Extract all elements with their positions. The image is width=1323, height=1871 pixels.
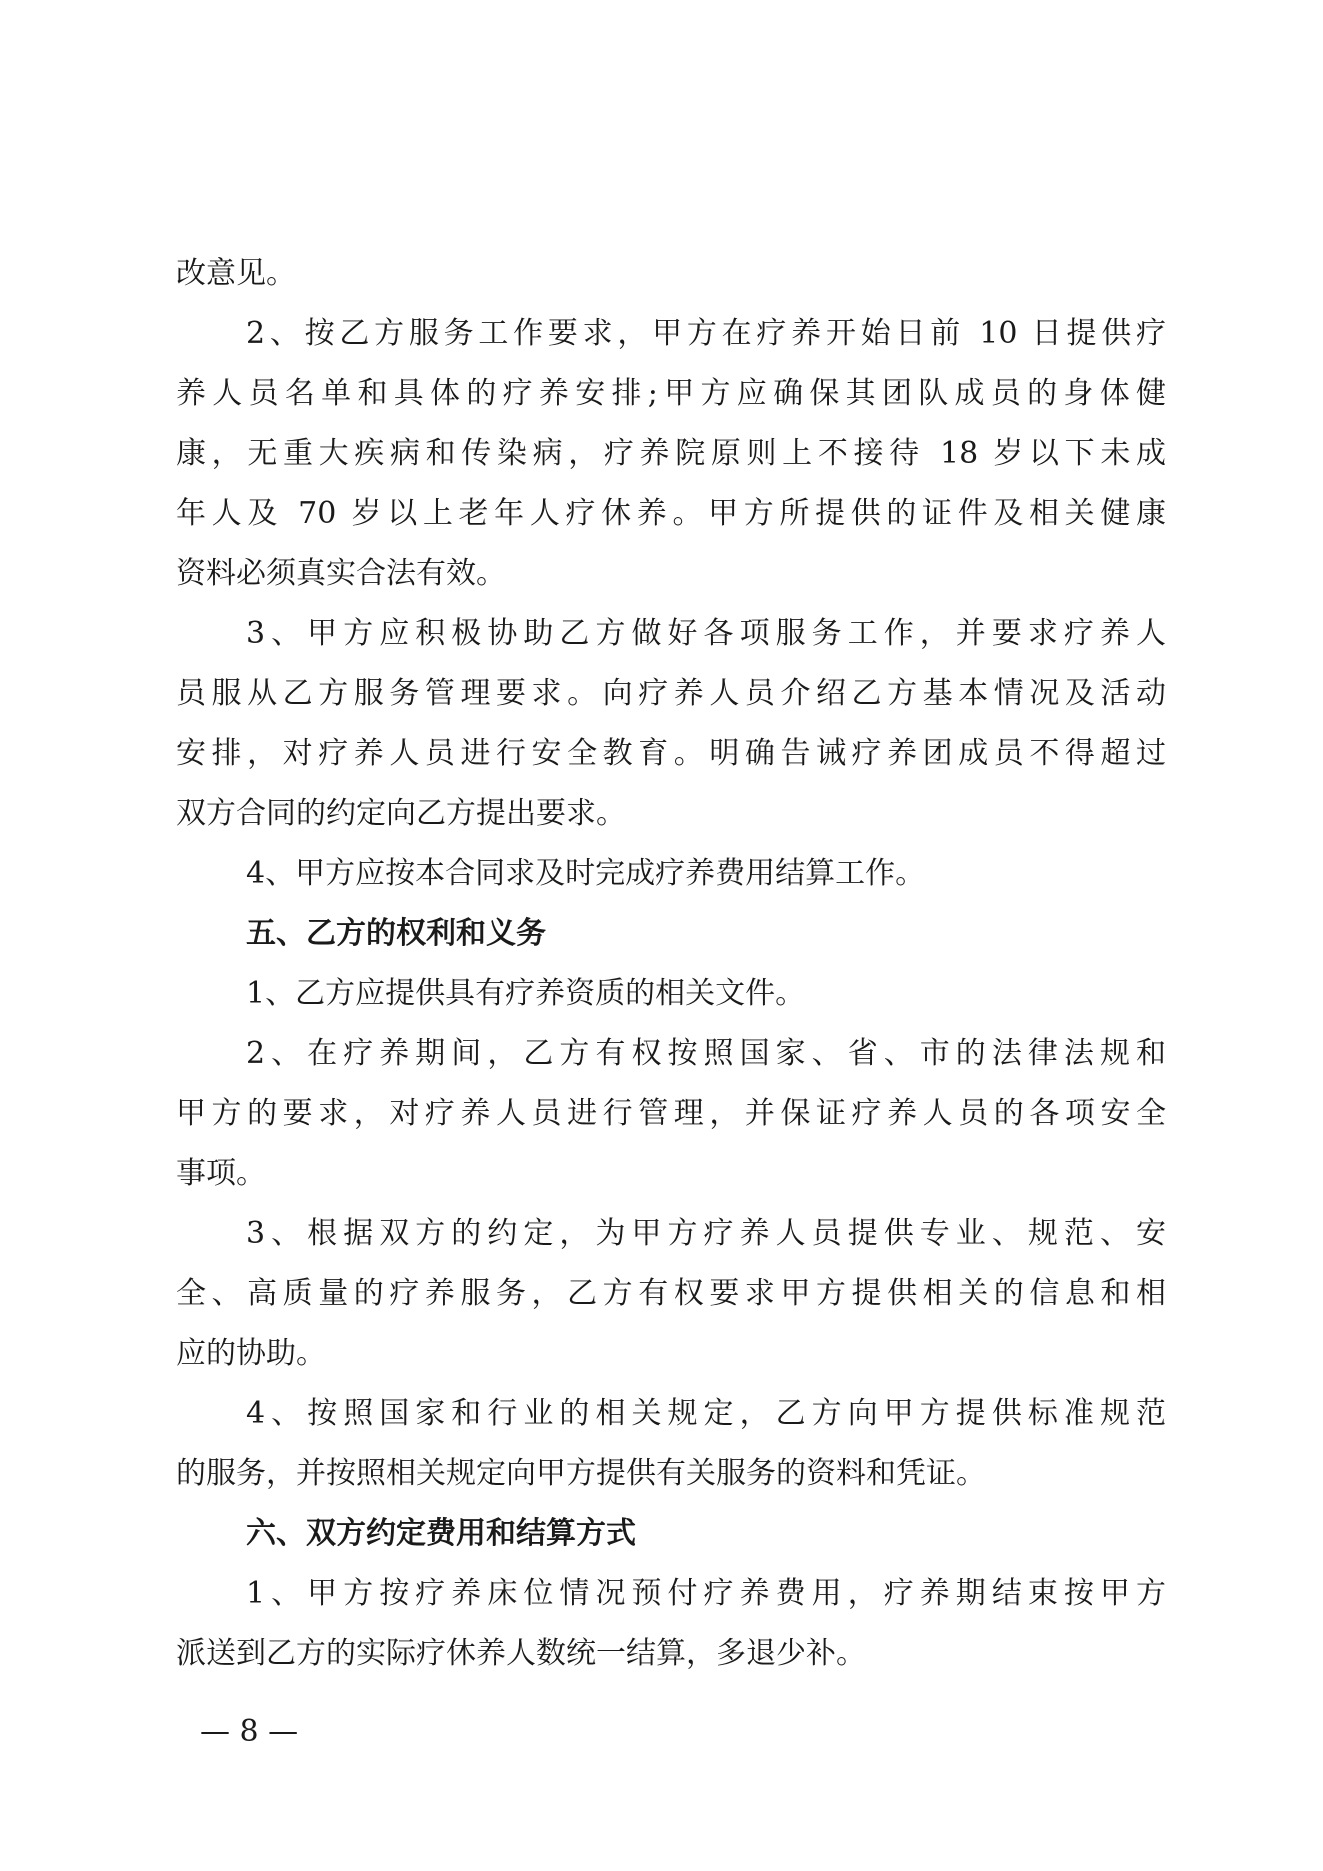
text-line: 全、高质量的疗养服务，乙方有权要求甲方提供相关的信息和相: [176, 1276, 1166, 1311]
page-number: — 8 —: [200, 1714, 299, 1749]
text-line: 应的协助。: [176, 1336, 326, 1371]
text-line: 养人员名单和具体的疗养安排;甲方应确保其团队成员的身体健: [176, 376, 1166, 411]
text-line: 安排，对疗养人员进行安全教育。明确告诫疗养团成员不得超过: [176, 736, 1166, 771]
text-line: 事项。: [176, 1156, 266, 1191]
text-line: 3、甲方应积极协助乙方做好各项服务工作，并要求疗养人: [246, 616, 1166, 651]
text-line: 改意见。: [176, 256, 296, 291]
text-line: 3、根据双方的约定，为甲方疗养人员提供专业、规范、安: [246, 1216, 1166, 1251]
text-line: 双方合同的约定向乙方提出要求。: [176, 796, 626, 831]
text-line: 康，无重大疾病和传染病，疗养院原则上不接待 18 岁以下未成: [176, 436, 1166, 471]
text-line: 甲方的要求，对疗养人员进行管理，并保证疗养人员的各项安全: [176, 1096, 1166, 1131]
section-heading: 六、双方约定费用和结算方式: [246, 1516, 636, 1551]
text-line: 员服从乙方服务管理要求。向疗养人员介绍乙方基本情况及活动: [176, 676, 1166, 711]
text-line: 1、甲方按疗养床位情况预付疗养费用，疗养期结束按甲方: [246, 1576, 1166, 1611]
section-heading: 五、乙方的权利和义务: [246, 916, 546, 951]
text-line: 资料必须真实合法有效。: [176, 556, 506, 591]
text-line: 4、甲方应按本合同求及时完成疗养费用结算工作。: [246, 856, 926, 891]
text-line: 4、按照国家和行业的相关规定，乙方向甲方提供标准规范: [246, 1396, 1166, 1431]
text-line: 2、在疗养期间，乙方有权按照国家、省、市的法律法规和: [246, 1036, 1166, 1071]
text-line: 派送到乙方的实际疗休养人数统一结算，多退少补。: [176, 1636, 866, 1671]
text-line: 1、乙方应提供具有疗养资质的相关文件。: [246, 976, 806, 1011]
document-body: [176, 244, 1166, 1684]
text-line: 的服务，并按照相关规定向甲方提供有关服务的资料和凭证。: [176, 1456, 986, 1491]
text-line: 年人及 70 岁以上老年人疗休养。甲方所提供的证件及相关健康: [176, 496, 1166, 531]
text-line: 2、按乙方服务工作要求，甲方在疗养开始日前 10 日提供疗: [246, 316, 1166, 351]
